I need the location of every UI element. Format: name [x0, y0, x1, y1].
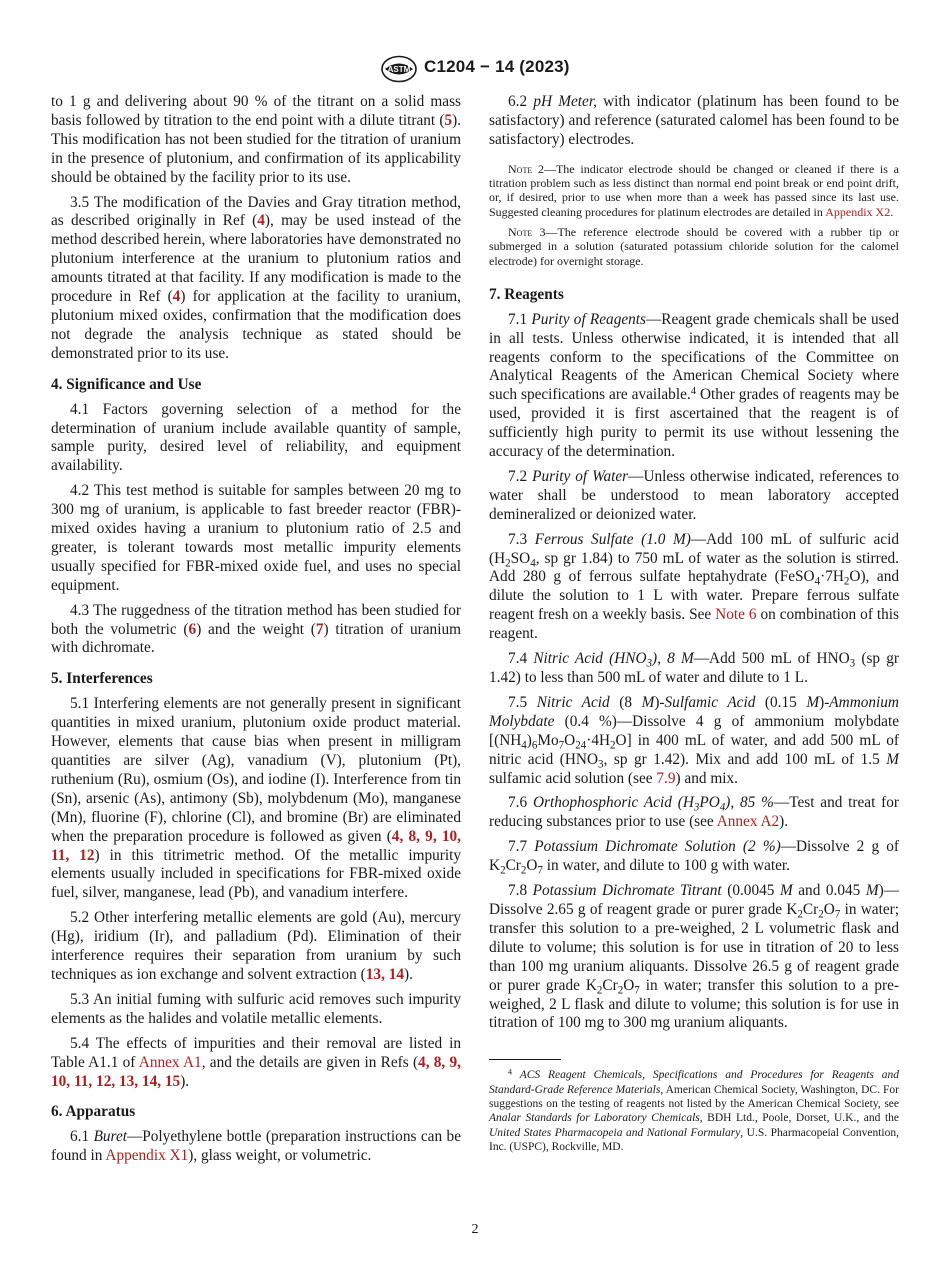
section-heading-7: 7. Reagents: [489, 285, 564, 303]
page-number: 2: [471, 1222, 479, 1237]
page-header: [0, 55, 950, 85]
appendix-link[interactable]: Appendix X2: [825, 204, 891, 219]
reference-link[interactable]: 5: [444, 111, 453, 129]
logo-text: ASTM: [387, 65, 411, 74]
paragraph-7-2: 7.2 Purity of Water—Unless otherwise indicated, references to water shall be understood to mean laboratory accepted demineralized or deionized water.: [489, 467, 900, 523]
paragraph-7-1: 7.1 Purity of Reagents—Reagent grade chemicals shall be used in all tests. Unless otherwise indicated, it is intended that all reagents conform to the specifications of the Committee on Analytical Reagents of the American Chemical Society where such specifications are available.$^4$ Other grades of reagents may be used, provided it is first ascertained that the reagent is of sufficiently high purity to permit its use without lessening the accuracy of the determination.: [489, 310, 899, 461]
note-3: Note 3—The reference electrode should be covered with a rubber tip or submerged in a solution (saturated potassium chloride solution for the calomel electrode) for overnight storage.: [489, 224, 899, 268]
paragraph-4-3: 4.3 The ruggedness of the titration method has been studied for both the volumetric (6) and the weight (7) titration of uranium with dichromate.: [51, 601, 462, 657]
paragraph-3-4-continued: to 1 g and delivering about 90 % of the titrant on a solid mass basis followed by titration to the end point with a dilute titrant (5). This modification has not been studied for the titration of uranium in the presence of plutonium, and confirmation of its applicability should be obtained by the facility prior to its use.: [51, 93, 461, 186]
section-heading-5: 5. Interferences: [51, 670, 153, 688]
paragraph-5-4: 5.4 The effects of impurities and their removal are listed in Table A1.1 of Annex A1, and the details are given in Refs (4, 8, 9, 10, 11, 12, 13, 14, 15).: [51, 1034, 461, 1090]
astm-logo-icon: [381, 55, 417, 83]
paragraph-5-1: 5.1 Interfering elements are not generally present in significant quantities in mixed uranium, plutonium oxide product material. However, elements that cause bias when present in milligram quantities are silver (Ag), vanadium (V), plutonium (Pt), ruthenium (Ru), osmium (Os), and iodine (I). Interference from tin (Sn), arsenic (As), antimony (Sb), molybdenum (Mo), manganese (Mn), fluorine (F), chlorine (Cl), and bromine (Br) are eliminated when the preparation procedure is followed as given (4, 8, 9, 10, 11, 12) in this titrimetric method. Of the metallic impurity elements usually included in specifications for FBR-mixed oxide fuel, silver, manganese, lead (Pb), and vanadium interfere.: [51, 695, 462, 902]
paragraph-7-3: 7.3 Ferrous Sulfate (1.0 M)—Add 100 mL of sulfuric acid ($H_2SO_4$, sp gr 1.84) to 750 mL of water as the solution is stirred. Add 280 g of ferrous sulfate heptahydrate $(FeSO_4\cdot 7H_2O)$, and dilute the solution to 1 L with water. Prepare ferrous sulfate reagent fresh on a weekly basis. See Note 6 on combination of this reagent.: [489, 530, 899, 643]
reference-link[interactable]: 4: [257, 212, 265, 230]
paragraph-5-2: 5.2 Other interfering metallic elements are gold (Au), mercury (Hg), iridium (Ir), and palladium (Pd). Elimination of their interference requires their separation from uranium by such techniques as ion exchange and solvent extraction (13, 14).: [51, 909, 461, 983]
paragraph-5-3: 5.3 An initial fuming with sulfuric acid removes such impurity elements as the halides and volatile metallic elements.: [51, 990, 461, 1027]
paragraph-7-6: 7.6 Orthophosphoric Acid $(H_3PO_4)$, 85 %—Test and treat for reducing substances prior to use (see Annex A2).: [489, 794, 900, 831]
section-heading-4: 4. Significance and Use: [51, 375, 202, 393]
note-2: Note 2—The indicator electrode should be changed or cleaned if there is a titration problem such as less distinct than normal end point break or end point drift, or, if desired, prior to use when more than a week has passed since its last use. Suggested cleaning procedures for platinum electrodes are detailed in Appendix X2.: [489, 161, 899, 219]
paragraph-7-5: 7.5 Nitric Acid (8 M)-Sulfamic Acid (0.15 M)-Ammonium Molybdate (0.4 %)—Dissolve 4 g of ammonium molybdate $[(NH_4)_6Mo_7O_{24}\cdot 4H_2O]$ in 400 mL of water, and add 500 mL of nitric acid ($HNO_3$, sp gr 1.42). Mix and add 100 mL of 1.5 M sulfamic acid solution (see 7.9) and mix.: [489, 693, 899, 787]
paragraph-7-8: 7.8 Potassium Dichromate Titrant (0.0045 M and 0.045 M)—Dissolve 2.65 g of reagent grade or purer grade $K_2Cr_2O_7$ in water; transfer this solution to a pre-weighed, 2 L volumetric flask and dilute to volume; this solution is for use in titration of 20 to less than 100 mg uranium aliquants. Dissolve 26.5 g of reagent grade or purer grade $K_2Cr_2O_7$ in water; transfer this solution to a pre-weighed, 2 L flask and dilute to volume; this solution is for use in titration of 100 mg to 300 mg uranium aliquants.: [489, 882, 900, 1032]
reference-link[interactable]: 7: [315, 620, 324, 638]
reference-link[interactable]: 6: [188, 620, 197, 638]
footnote-divider: [489, 1059, 561, 1060]
section-link[interactable]: 7.9: [656, 769, 676, 787]
appendix-link[interactable]: Appendix X1: [105, 1147, 189, 1165]
reference-links[interactable]: 4, 8, 9, 10, 11, 12: [51, 827, 461, 864]
paragraph-7-4: 7.4 Nitric Acid $(HNO_3)$, 8 M—Add 500 mL of $HNO_3$ (sp gr 1.42) to less than 500 mL of water and dilute to 1 L.: [489, 650, 899, 687]
right-column: [489, 93, 899, 1154]
document-designation: C1204 − 14 (2023): [424, 57, 570, 76]
paragraph-7-7: 7.7 Potassium Dichromate Solution (2 %)—Dissolve 2 g of $K_2Cr_2O_7$ in water, and dilute to 100 g with water.: [489, 838, 899, 877]
annex-link[interactable]: Annex A2: [716, 813, 780, 831]
paragraph-6-2: 6.2 pH Meter, with indicator (platinum has been found to be satisfactory) and reference (saturated calomel has been found to be satisfactory) electrodes.: [489, 93, 899, 148]
footnote-4: $^4$ ACS Reagent Chemicals, Specifications and Procedures for Reagents and Standard-Grade Reference Materials, American Chemical Society, Washington, DC. For suggestions on the testing of reagents not listed by the American Chemical Society, see Analar Standards for Laboratory Chemicals, BDH Ltd., Poole, Dorset, U.K., and the United States Pharmacopeia and National Formulary, U.S. Pharmacopeial Convention, Inc. (USPC), Rockville, MD.: [489, 1067, 899, 1153]
paragraph-3-5: 3.5 The modification of the Davies and Gray titration method, as described originally in Ref (4), may be used instead of the method described herein, where laboratories have demonstrated no plutonium interference at the uranium to plutonium ratios and amounts titrated at that facility. If any modification is made to the procedure in Ref (4) for application at the facility to uranium, plutonium mixed oxides, confirmation that the modification does not degrade the analysis technique as stated should be demonstrated prior to its use.: [51, 193, 462, 362]
section-heading-6: 6. Apparatus: [51, 1103, 136, 1121]
reference-links[interactable]: 4, 8, 9, 10, 11, 12, 13, 14, 15: [51, 1053, 461, 1090]
footnote-marker[interactable]: 4: [690, 385, 697, 398]
left-column: [51, 93, 461, 1172]
reference-link[interactable]: 4: [172, 288, 181, 306]
paragraph-6-1: 6.1 Buret—Polyethylene bottle (preparation instructions can be found in Appendix X1), glass weight, or volumetric.: [51, 1128, 461, 1165]
paragraph-4-2: 4.2 This test method is suitable for samples between 20 mg to 300 mg of uranium, is applicable to fast breeder reactor (FBR)-mixed oxides having a uranium to plutonium ratio of 2.5 and greater, is tolerant towards most metallic impurity elements usually specified for FBR-mixed oxide fuel, and uses no special equipment.: [51, 482, 461, 594]
annex-link[interactable]: Annex A1: [138, 1053, 202, 1071]
reference-links[interactable]: 13, 14: [365, 965, 405, 983]
paragraph-4-1: 4.1 Factors governing selection of a method for the determination of uranium include available quantity of sample, sample purity, desired level of reliability, and equipment availability.: [51, 400, 461, 475]
note-link[interactable]: Note 6: [715, 606, 757, 624]
